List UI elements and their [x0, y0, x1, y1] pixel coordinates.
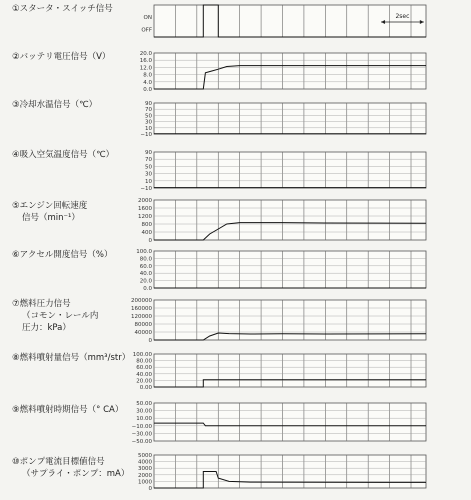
injqty-ytick-label: 60.00: [136, 365, 152, 372]
rpm-ytick-label: 1200: [138, 214, 152, 220]
fuelpress-ytick-label: 40000: [134, 330, 152, 336]
accel-title: ⑥アクセル開度信号（%）: [12, 250, 113, 260]
pump-ytick-label: 2000: [138, 472, 152, 479]
battery-title: ②バッテリ電圧信号（V）: [12, 52, 111, 62]
intake-ytick-label: 70: [145, 157, 152, 164]
injtiming-chart: [132, 401, 426, 445]
pump-ytick-label: 0: [148, 486, 152, 492]
injqty-ytick-label: 40.00: [136, 371, 152, 378]
injtiming-title: ⑨燃料噴射時期信号（° CA）: [12, 405, 124, 415]
coolant-title: ③冷却水温信号（℃）: [12, 100, 98, 110]
fuelpress-ytick-label: 200000: [131, 298, 152, 304]
battery-ytick-label: 20.0: [139, 51, 152, 57]
starter-frame: [154, 5, 426, 37]
injtiming-ytick-label: −10.00: [131, 423, 152, 430]
fuelpress-ytick-label: 120000: [131, 314, 152, 320]
intake-ytick-label: 10: [145, 178, 152, 185]
pump-ytick-label: 5000: [138, 453, 152, 459]
coolant-ytick-label: 70: [145, 107, 152, 114]
pump-ytick-label: 4000: [138, 459, 152, 466]
starter-ytick-label: OFF: [141, 27, 152, 34]
pump-title: ⑩ポンプ電流目標値信号: [12, 457, 105, 467]
injtiming-frame: [154, 403, 426, 441]
intake-ytick-label: −10: [140, 186, 152, 192]
injtiming-ytick-label: −30.00: [131, 431, 152, 438]
injtiming-ytick-label: 50.00: [136, 401, 152, 407]
battery-ytick-label: 16.0: [139, 58, 152, 65]
intake-frame: [154, 152, 426, 188]
rpm-ytick-label: 0: [148, 238, 152, 244]
fuelpress-chart: [131, 298, 426, 344]
pump-chart: [138, 453, 426, 492]
pump-title-line2: （サプライ・ポンプ：mA）: [22, 469, 130, 479]
intake-ytick-label: 50: [145, 164, 152, 171]
accel-ytick-label: 20.0: [139, 278, 152, 285]
coolant-chart: [140, 101, 426, 138]
accel-chart: [136, 249, 426, 292]
fuelpress-ytick-label: 160000: [131, 306, 152, 312]
accel-ytick-label: 40.0: [139, 271, 152, 278]
intake-title: ④吸入空気温度信号（℃）: [12, 150, 115, 160]
injqty-ytick-label: 100.00: [132, 352, 152, 358]
fuelpress-ytick-label: 0: [148, 338, 152, 344]
rpm-chart: [138, 198, 426, 244]
coolant-frame: [154, 103, 426, 134]
coolant-ytick-label: 10: [145, 125, 152, 132]
rpm-ytick-label: 2000: [138, 198, 152, 204]
fuelpress-title-line3: 圧力：kPa）: [22, 323, 71, 333]
time-scale-label: 2sec: [395, 13, 410, 20]
fuelpress-title: ⑦燃料圧力信号: [12, 299, 71, 309]
accel-ytick-label: 60.0: [139, 263, 152, 270]
rpm-title: ⑤エンジン回転速度: [12, 201, 88, 211]
starter-ytick-label: ON: [143, 15, 152, 22]
battery-frame: [154, 53, 426, 89]
pump-ytick-label: 1000: [138, 479, 152, 486]
battery-ytick-label: 0.0: [143, 87, 152, 93]
pump-frame: [154, 455, 426, 488]
battery-chart: [140, 51, 426, 93]
battery-ytick-label: 12.0: [139, 65, 152, 72]
battery-ytick-label: 8.0: [143, 72, 152, 79]
coolant-ytick-label: 30: [145, 119, 152, 126]
starter-title: ①スタータ・スイッチ信号: [12, 4, 113, 14]
rpm-ytick-label: 800: [141, 222, 152, 228]
pump-ytick-label: 3000: [138, 466, 152, 473]
intake-chart: [140, 150, 426, 192]
injtiming-ytick-label: 10.00: [136, 416, 152, 423]
intake-ytick-label: 90: [145, 150, 152, 156]
accel-ytick-label: 0.0: [143, 286, 152, 292]
rpm-frame: [154, 200, 426, 240]
battery-ytick-label: 4.0: [143, 79, 152, 86]
injqty-frame: [154, 354, 426, 387]
injqty-title: ⑧燃料噴射量信号（mm³/str）: [12, 353, 131, 363]
fuelpress-ytick-label: 80000: [134, 322, 152, 328]
injqty-ytick-label: 0.00: [139, 385, 152, 391]
injtiming-ytick-label: −50.00: [131, 439, 152, 445]
coolant-ytick-label: −10: [140, 132, 152, 138]
injqty-ytick-label: 20.00: [136, 378, 152, 385]
rpm-ytick-label: 1600: [138, 206, 152, 212]
accel-frame: [154, 251, 426, 288]
coolant-ytick-label: 50: [145, 113, 152, 120]
injqty-chart: [133, 352, 426, 391]
fuelpress-title-line2: （コモン・レール内: [22, 311, 99, 321]
intake-ytick-label: 30: [145, 171, 152, 178]
rpm-ytick-label: 400: [141, 230, 152, 236]
injqty-ytick-label: 80.00: [136, 358, 152, 365]
coolant-ytick-label: 90: [145, 101, 152, 107]
accel-ytick-label: 100.0: [136, 249, 152, 255]
accel-ytick-label: 80.0: [139, 256, 152, 263]
injtiming-ytick-label: 30.00: [136, 408, 152, 415]
rpm-title-line2: 信号（min⁻¹）: [22, 213, 80, 223]
